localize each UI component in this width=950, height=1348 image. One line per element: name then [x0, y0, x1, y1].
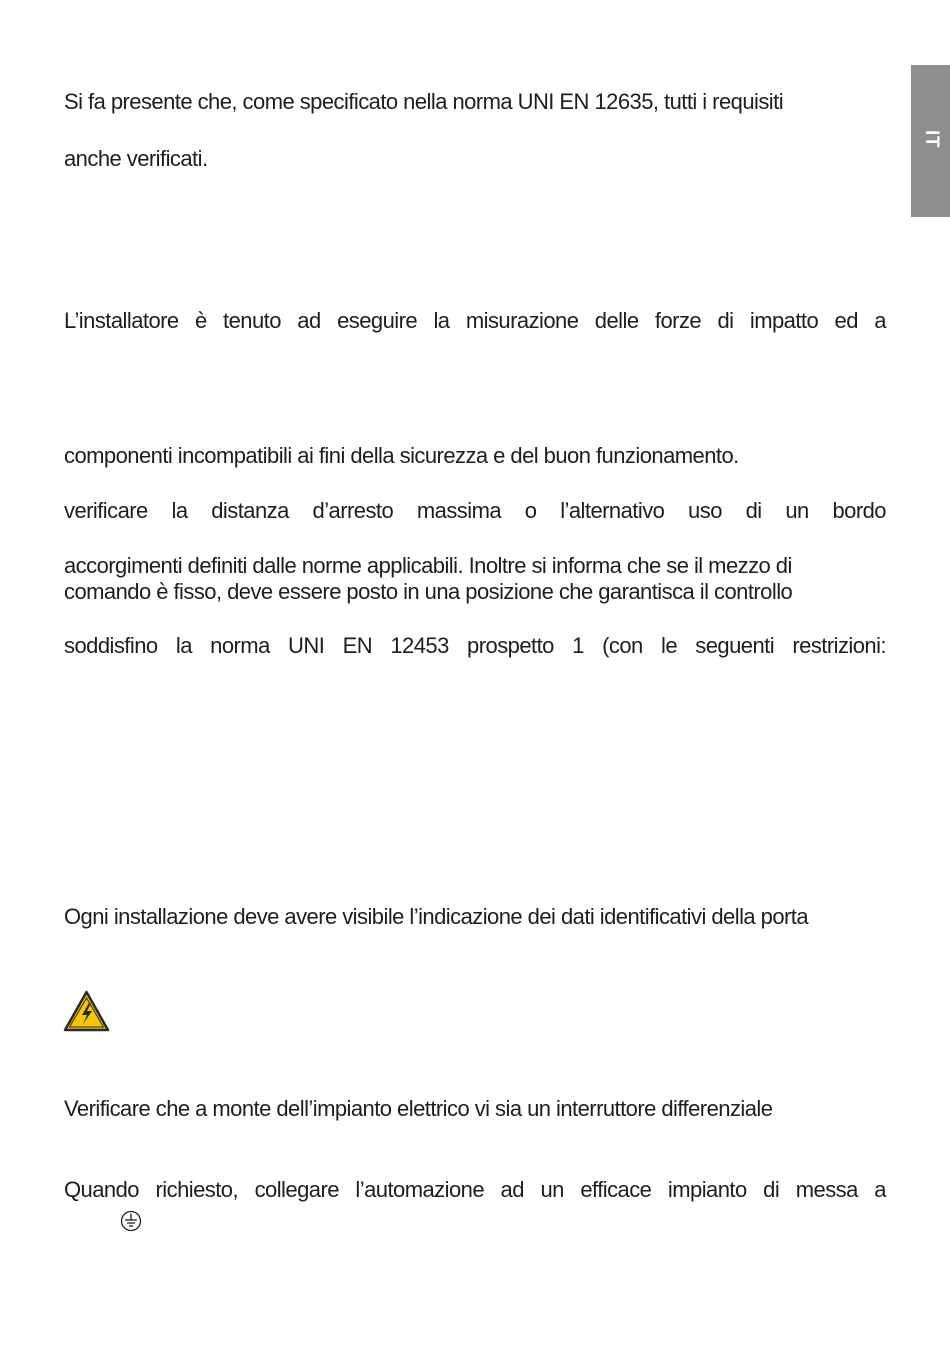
text-line-7: comando è fisso, deve essere posto in una posizione che garantisca il controllo [64, 579, 793, 604]
text-line-8: soddisfino la norma UNI EN 12453 prospetto 1 (con le seguenti restrizioni: [64, 633, 886, 658]
text-line-2: anche verificati. [64, 146, 208, 171]
text-line-9: Ogni installazione deve avere visibile l’indicazione dei dati identificativi della porta [64, 904, 809, 929]
text-line-1: Si fa presente che, come specificato nella norma UNI EN 12635, tutti i requisiti [64, 89, 784, 114]
text-line-3: L’installatore è tenuto ad eseguire la misurazione delle forze di impatto ed a [64, 308, 886, 333]
text-line-11: Quando richiesto, collegare l’automazione ad un efficace impianto di messa a [64, 1177, 886, 1202]
text-line-4: componenti incompatibili ai fini della sicurezza e del buon funzionamento. [64, 443, 739, 468]
text-line-10: Verificare che a monte dell’impianto elettrico vi sia un interruttore differenziale [64, 1096, 773, 1121]
high-voltage-warning-icon [63, 990, 110, 1032]
earth-ground-icon [120, 1210, 142, 1232]
text-line-6: accorgimenti definiti dalle norme applicabili. Inoltre si informa che se il mezzo di [64, 553, 792, 578]
language-tab[interactable] [911, 65, 950, 217]
text-line-5: verificare la distanza d’arresto massima o l’alternativo uso di un bordo [64, 498, 886, 523]
language-tab-label: IT [920, 130, 942, 148]
